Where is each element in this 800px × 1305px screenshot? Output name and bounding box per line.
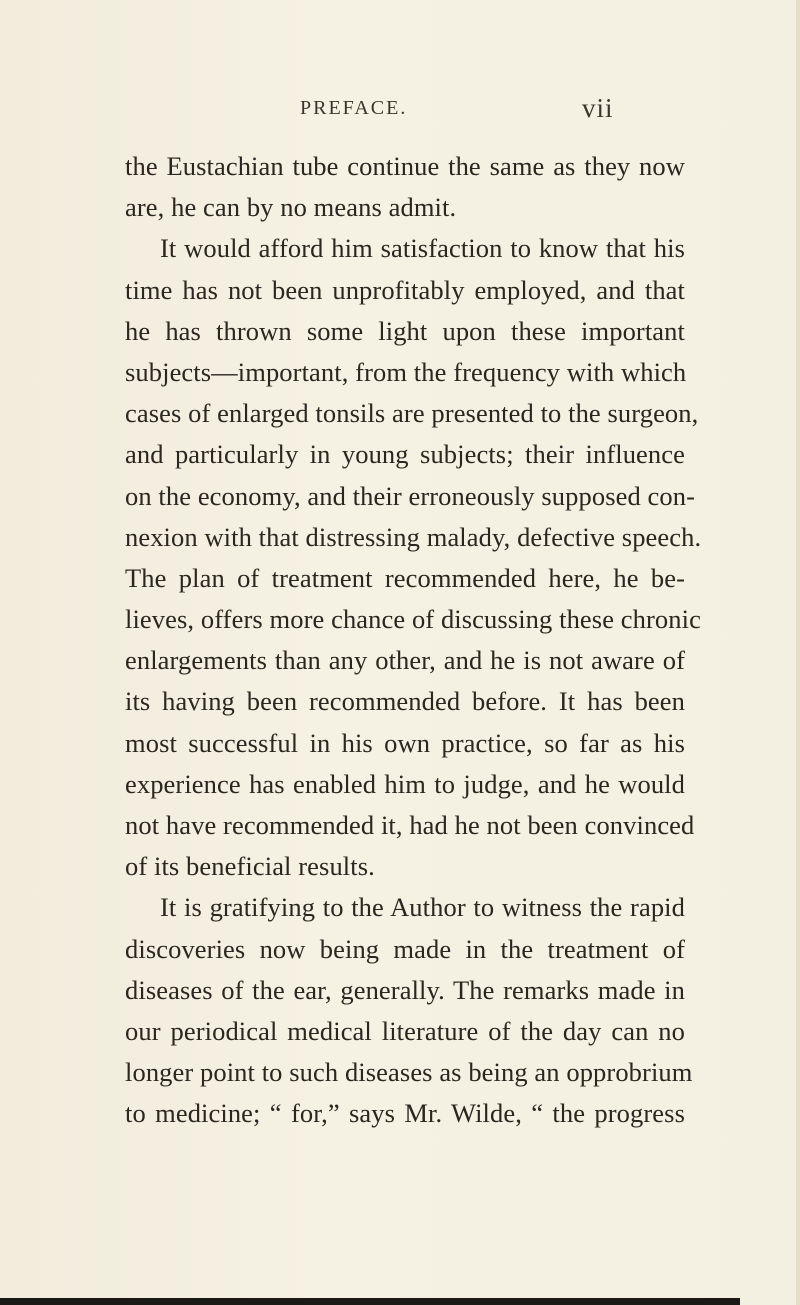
text-line: the Eustachian tube continue the same as they now bbox=[125, 151, 685, 181]
text-line: cases of enlarged tonsils are presented to the surgeon, bbox=[125, 398, 699, 429]
text-line: he has thrown some light upon these important bbox=[125, 315, 685, 346]
text-line: lieves, offers more chance of discussing these chronic bbox=[125, 604, 701, 635]
text-line: are, he can by no means admit. bbox=[125, 192, 457, 223]
text-line: its having been recommended before. It has been bbox=[125, 686, 685, 717]
text-line: enlargements than any other, and he is not aware of bbox=[125, 645, 685, 676]
text-line: time has not been unprofitably employed, and that bbox=[125, 274, 685, 305]
page-bottom-shadow bbox=[0, 1298, 740, 1305]
text-line: nexion with that distressing malady, defective speech. bbox=[125, 521, 702, 552]
text-line: of its beneficial results. bbox=[125, 851, 375, 882]
text-line: discoveries now being made in the treatment of bbox=[125, 933, 685, 964]
page-number: vii bbox=[582, 93, 614, 123]
text-line: and particularly in young subjects; their influence bbox=[125, 439, 685, 470]
text-line: The plan of treatment recommended here, he be- bbox=[125, 562, 685, 593]
text-line: most successful in his own practice, so far as his bbox=[125, 727, 685, 758]
text-line: longer point to such diseases as being an opprobrium bbox=[125, 1057, 693, 1088]
running-head-title: PREFACE. bbox=[300, 97, 408, 119]
text-line: not have recommended it, had he not been convinced bbox=[125, 810, 695, 840]
text-line: on the economy, and their erroneously supposed con- bbox=[125, 480, 696, 511]
body-text bbox=[125, 146, 702, 1135]
text-line: It would afford him satisfaction to know that his bbox=[160, 233, 685, 264]
text-line: diseases of the ear, generally. The remarks made in bbox=[125, 974, 685, 1005]
running-head bbox=[0, 93, 800, 127]
page-edge bbox=[796, 0, 800, 1305]
text-line: to medicine; “ for,” says Mr. Wilde, “ the progress bbox=[125, 1098, 685, 1129]
text-line: experience has enabled him to judge, and he would bbox=[125, 768, 685, 799]
text-line: our periodical medical literature of the day can no bbox=[125, 1015, 685, 1046]
text-line: subjects—important, from the frequency with which bbox=[125, 356, 687, 387]
text-line: It is gratifying to the Author to witness the rapid bbox=[160, 892, 685, 923]
